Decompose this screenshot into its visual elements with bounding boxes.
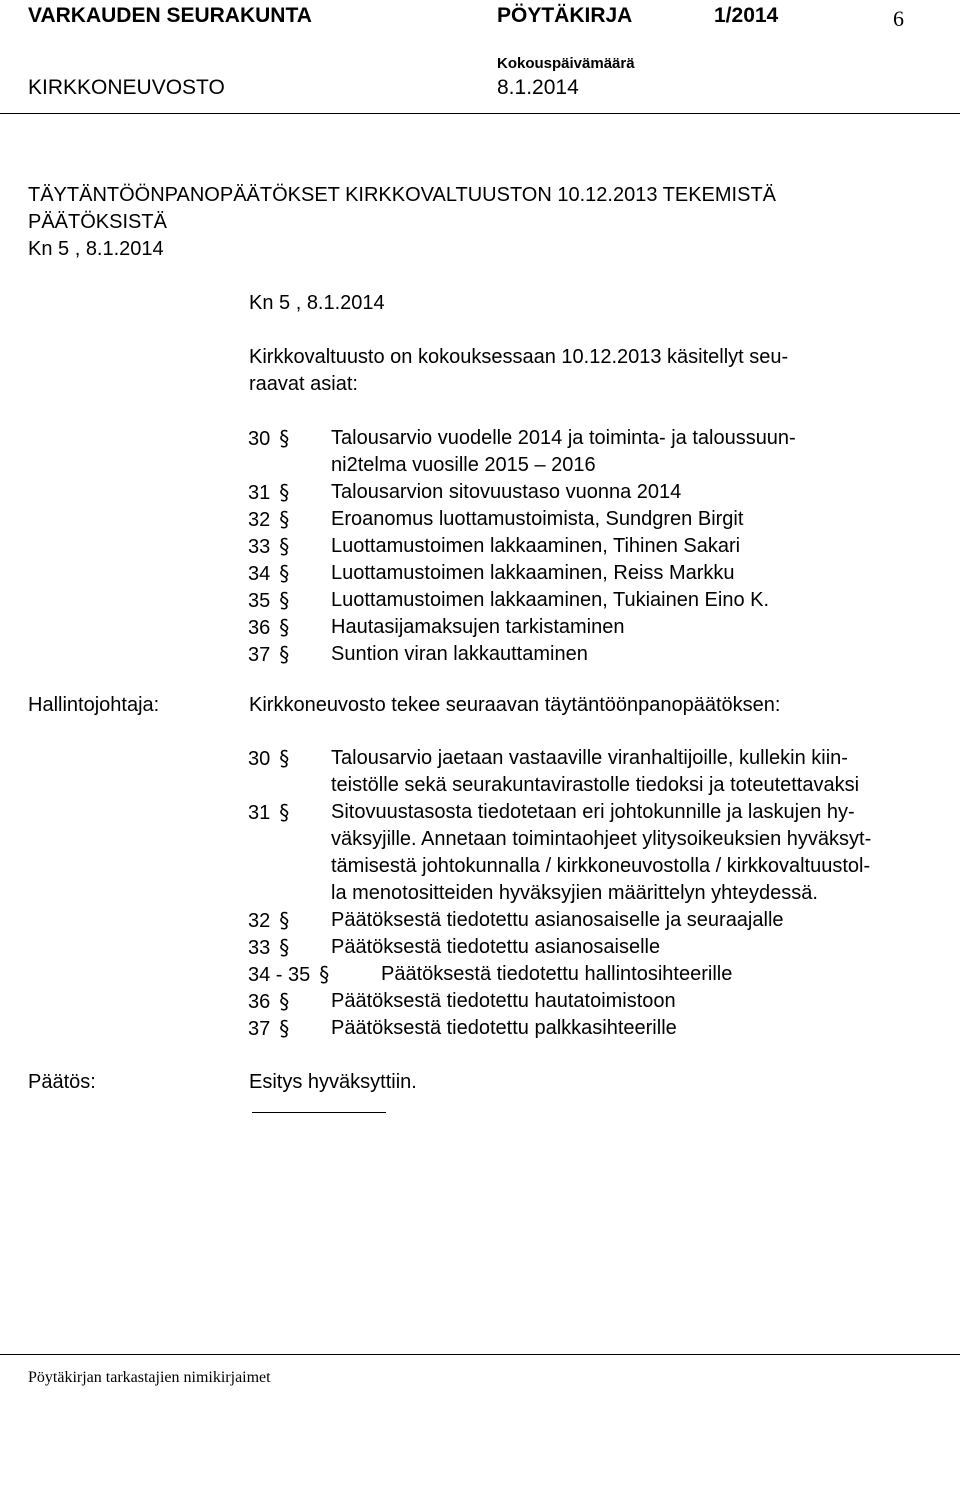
matter-row: [0, 614, 960, 641]
section-symbol: §: [279, 745, 290, 771]
intro-line1: Kirkkovaltuusto on kokouksessaan 10.12.2013 käsitellyt seu-: [249, 346, 789, 368]
item-text: ni2telma vuosille 2015 – 2016: [331, 454, 596, 476]
header-divider: [0, 113, 960, 114]
decision-text: Esitys hyväksyttiin.: [249, 1071, 417, 1093]
item-number: [248, 533, 289, 561]
section-symbol: §: [279, 988, 290, 1014]
document-type: PÖYTÄKIRJA: [497, 4, 633, 27]
item-number: [248, 641, 289, 669]
footer-divider: [0, 1354, 960, 1355]
item-number: [248, 799, 289, 827]
section-symbol: §: [279, 506, 290, 532]
item-text: Hautasijamaksujen tarkistaminen: [331, 616, 625, 638]
item-number-text: 30: [248, 748, 271, 770]
matter-row: [0, 560, 960, 587]
proposal-item-row: [0, 907, 960, 934]
section-symbol: §: [279, 587, 290, 613]
matter-row: [0, 425, 960, 452]
decision-label: Päätös:: [28, 1071, 96, 1093]
proposal-intro: Kirkkoneuvosto tekee seuraavan täytäntöönpanopäätöksen:: [249, 694, 781, 716]
matter-row: [0, 641, 960, 668]
item-number-text: 36: [248, 617, 271, 639]
item-text: teistölle sekä seurakuntavirastolle tiedoksi ja toteutettavaksi: [331, 774, 860, 796]
section-symbol: §: [279, 560, 290, 586]
section-symbol: §: [279, 1015, 290, 1041]
section-symbol: §: [279, 425, 290, 451]
item-number: [248, 988, 289, 1016]
proposal-item-row: [0, 988, 960, 1015]
item-text: Luottamustoimen lakkaaminen, Reiss Markku: [331, 562, 735, 584]
document-number: 1/2014: [714, 4, 779, 27]
decision-underline: [252, 1112, 386, 1113]
item-number-text: 33: [248, 536, 271, 558]
governing-body: KIRKKONEUVOSTO: [28, 76, 225, 99]
item-text: Päätöksestä tiedotettu hautatoimistoon: [331, 990, 676, 1012]
item-text: Talousarvio vuodelle 2014 ja toiminta- ja taloussuun-: [331, 427, 796, 449]
matter-row: [0, 533, 960, 560]
matter-row: [0, 506, 960, 533]
item-number: [248, 1015, 289, 1043]
item-number: [248, 425, 289, 453]
section-reference-left: Kn 5 , 8.1.2014: [28, 238, 164, 260]
item-number: [248, 934, 289, 962]
section-symbol: §: [279, 641, 290, 667]
item-number: [248, 614, 289, 642]
proposal-label: Hallintojohtaja:: [28, 694, 160, 716]
item-text: Päätöksestä tiedotettu hallintosihteerille: [381, 963, 733, 985]
matter-row: [0, 452, 960, 479]
proposal-item-row: [0, 772, 960, 799]
section-title-line1: TÄYTÄNTÖÖNPANOPÄÄTÖKSET KIRKKOVALTUUSTON 10.12.2013 TEKEMISTÄ: [28, 184, 776, 206]
item-number-text: 34 - 35: [248, 964, 311, 986]
proposal-item-row: [0, 799, 960, 826]
proposal-item-row: [0, 934, 960, 961]
item-text: Päätöksestä tiedotettu palkkasihteerille: [331, 1017, 677, 1039]
item-number: [248, 961, 329, 989]
proposal-item-row: [0, 853, 960, 880]
item-number: [248, 560, 289, 588]
item-text: Luottamustoimen lakkaaminen, Tukiainen Eino K.: [331, 589, 770, 611]
proposal-item-row: [0, 961, 960, 988]
item-text: Päätöksestä tiedotettu asianosaiselle ja seuraajalle: [331, 909, 784, 931]
matter-row: [0, 587, 960, 614]
item-number: [248, 587, 289, 615]
organization-name: VARKAUDEN SEURAKUNTA: [28, 4, 312, 27]
matter-row: [0, 479, 960, 506]
section-symbol: §: [279, 799, 290, 825]
proposal-item-row: [0, 826, 960, 853]
item-text: Eroanomus luottamustoimista, Sundgren Birgit: [331, 508, 744, 530]
proposal-item-row: [0, 880, 960, 907]
item-text: la menotositteiden hyväksyjien määrittelyn yhteydessä.: [331, 882, 818, 904]
section-symbol: §: [279, 934, 290, 960]
item-number: [248, 506, 289, 534]
item-number-text: 37: [248, 1018, 271, 1040]
item-number-text: 33: [248, 937, 271, 959]
section-title-line2: PÄÄTÖKSISTÄ: [28, 211, 167, 233]
signature-label: Pöytäkirjan tarkastajien nimikirjaimet: [28, 1369, 271, 1386]
item-number: [248, 745, 289, 773]
proposal-item-row: [0, 1015, 960, 1042]
section-reference-right: Kn 5 , 8.1.2014: [249, 292, 385, 314]
item-text: tämisestä johtokunnalla / kirkkoneuvostolla / kirkkovaltuustol-: [331, 855, 871, 877]
item-text: Sitovuustasosta tiedotetaan eri johtokunnille ja laskujen hy-: [331, 801, 855, 823]
item-number: [248, 479, 289, 507]
meeting-date: 8.1.2014: [497, 76, 579, 99]
item-text: väksyjille. Annetaan toimintaohjeet ylitysoikeuksien hyväksyt-: [331, 828, 872, 850]
item-number-text: 32: [248, 509, 271, 531]
item-number-text: 36: [248, 991, 271, 1013]
page-number: 6: [893, 6, 904, 31]
item-text: Suntion viran lakkauttaminen: [331, 643, 588, 665]
item-number: [248, 907, 289, 935]
section-symbol: §: [279, 479, 290, 505]
item-number-text: 30: [248, 428, 271, 450]
item-number-text: 31: [248, 802, 271, 824]
item-number-text: 32: [248, 910, 271, 932]
item-text: Päätöksestä tiedotettu asianosaiselle: [331, 936, 661, 958]
item-number-text: 31: [248, 482, 271, 504]
section-symbol: §: [279, 533, 290, 559]
date-label: Kokouspäivämäärä: [497, 55, 635, 72]
item-text: Talousarvion sitovuustaso vuonna 2014: [331, 481, 682, 503]
item-number-text: 35: [248, 590, 271, 612]
item-text: Luottamustoimen lakkaaminen, Tihinen Sakari: [331, 535, 741, 557]
item-text: Talousarvio jaetaan vastaaville viranhaltijoille, kullekin kiin-: [331, 747, 848, 769]
section-symbol: §: [279, 907, 290, 933]
item-number-text: 34: [248, 563, 271, 585]
intro-line2: raavat asiat:: [249, 373, 358, 395]
proposal-item-row: [0, 745, 960, 772]
section-symbol: §: [279, 614, 290, 640]
section-symbol: §: [319, 961, 330, 987]
item-number-text: 37: [248, 644, 271, 666]
